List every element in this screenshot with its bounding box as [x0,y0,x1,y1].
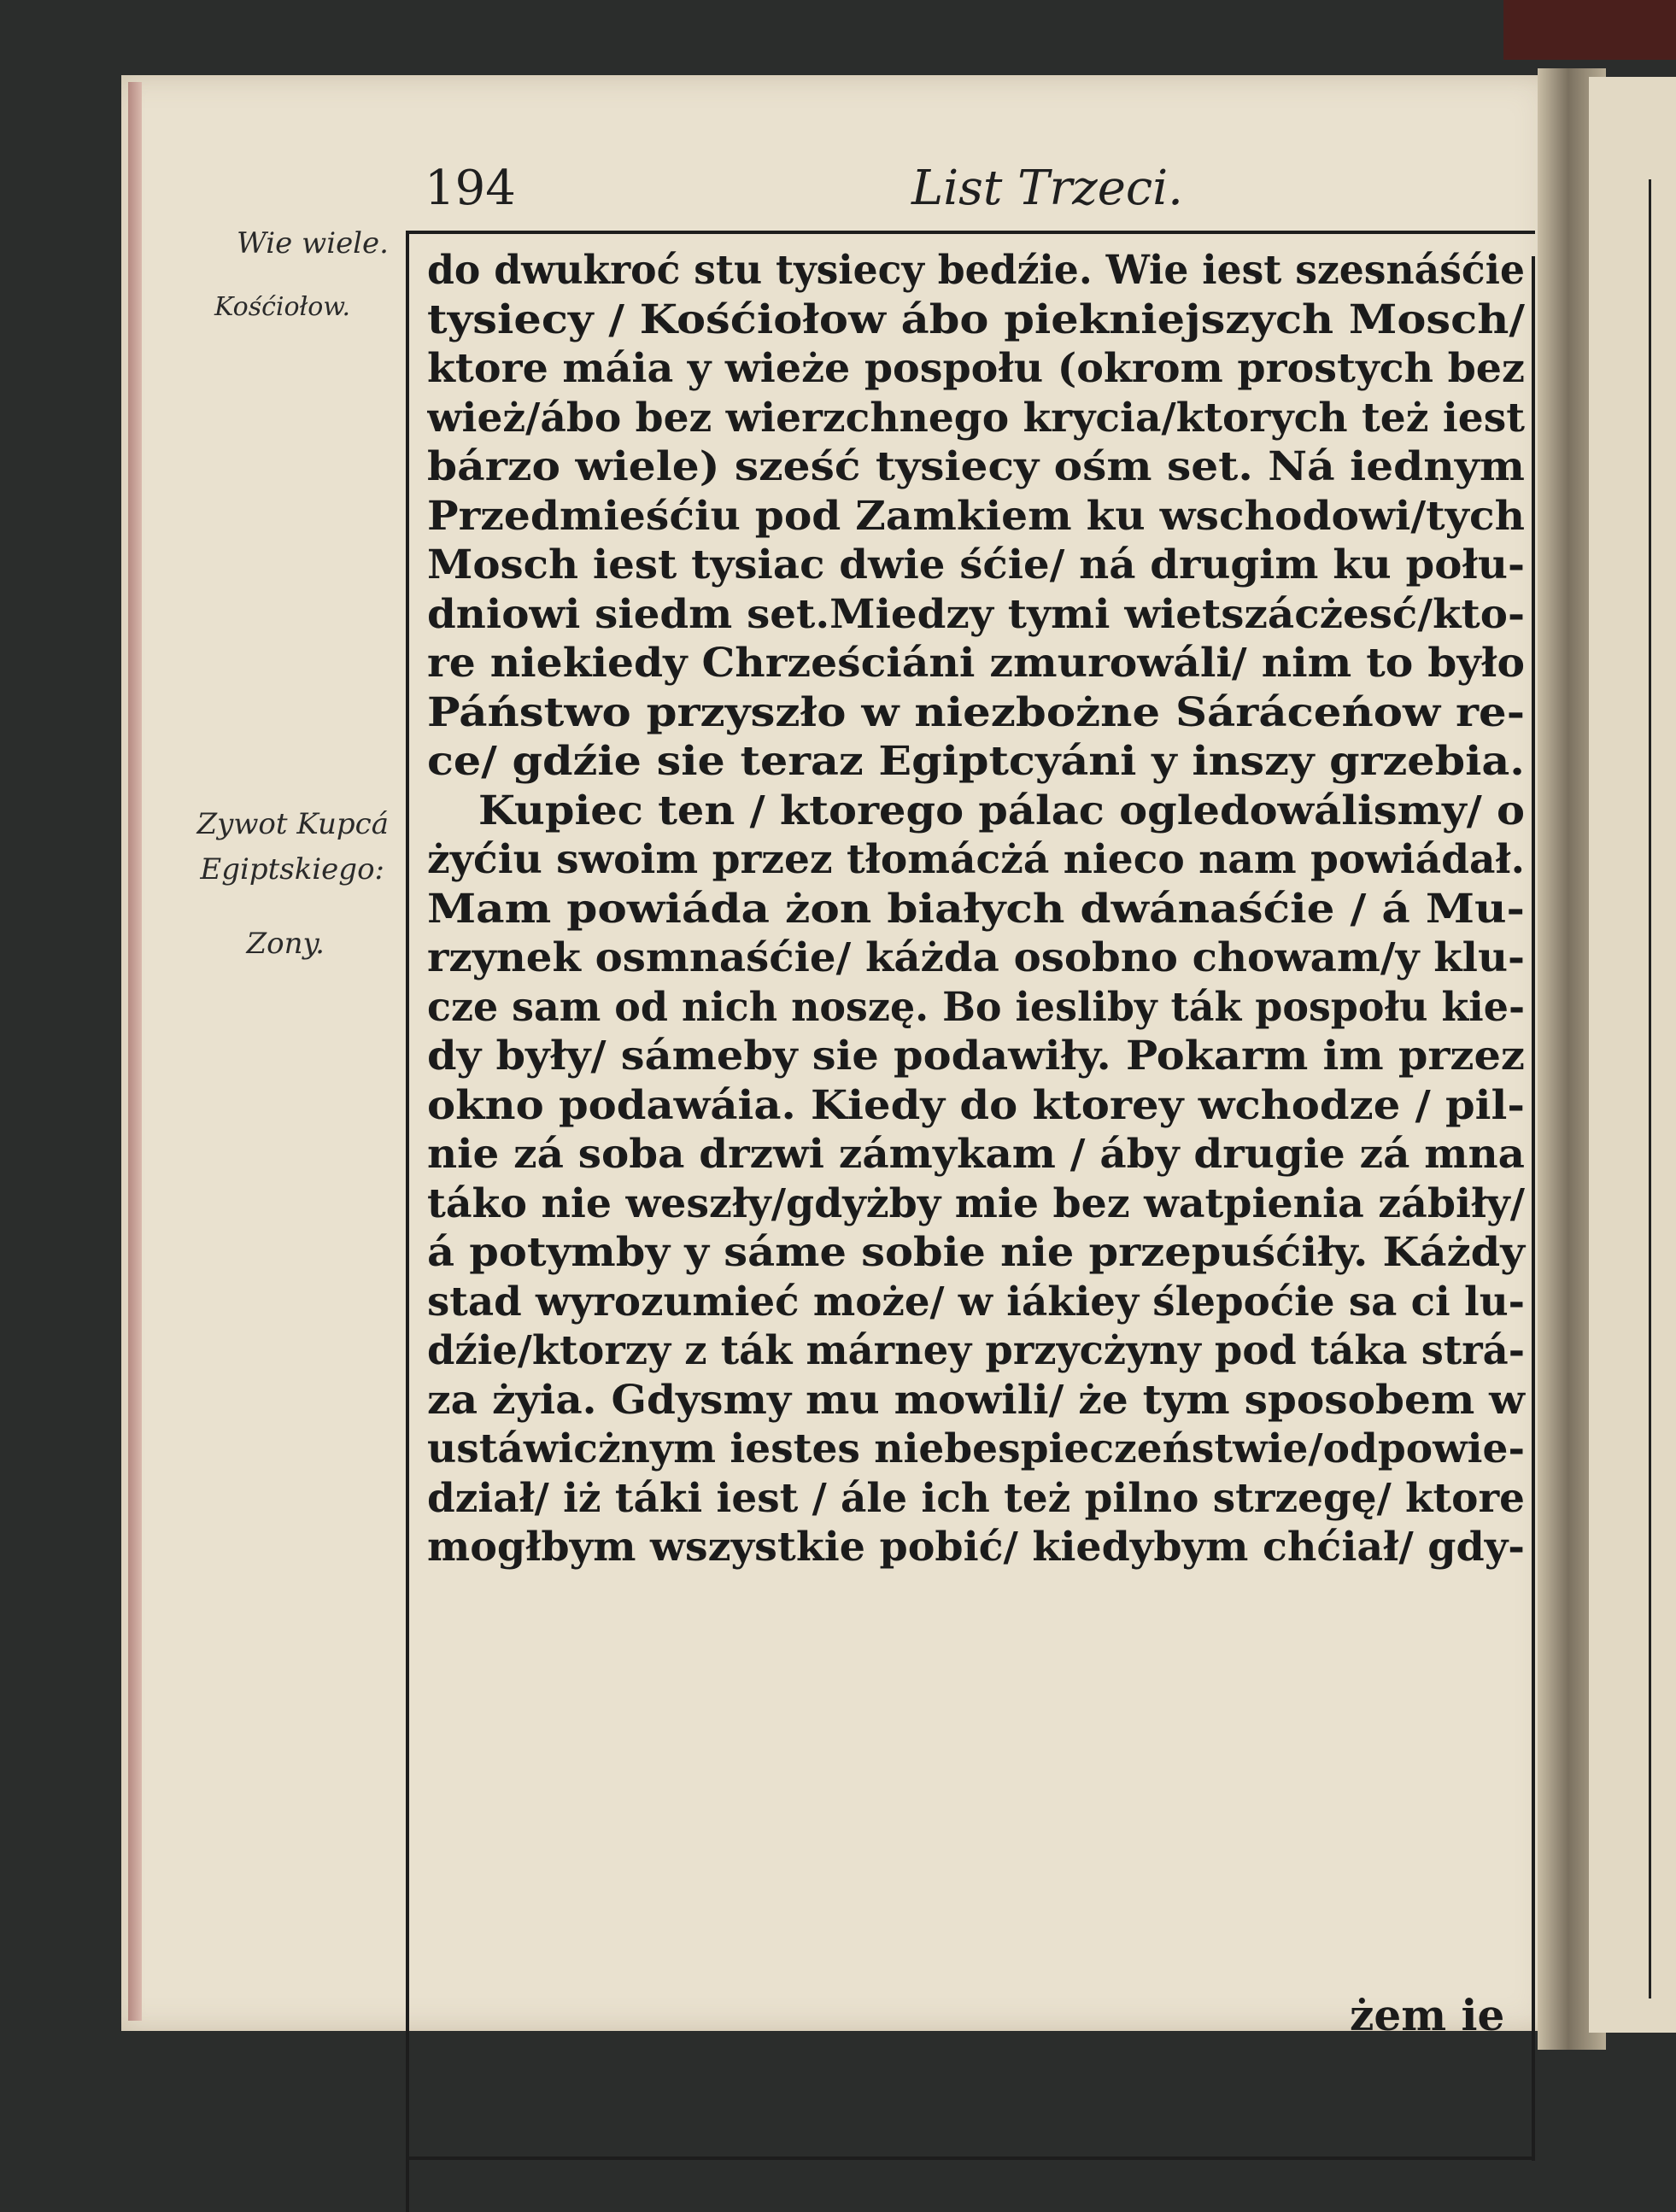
text-line: tysiecy / Kośćiołow ábo piekniejszych Mosch/ [427,296,1525,343]
frame-rule-bottom [406,2156,1535,2160]
text-line: ktore máia y wieże pospołu (okrom prostych bez [427,345,1525,392]
margin-note: Egiptskiego: [200,852,384,887]
frame-rule-right [1532,256,1535,2161]
frame-rule-top [406,231,1535,234]
text-line: táko nie weszły/gdyżby mie bez watpienia zábiły/ [427,1179,1525,1227]
text-line: re niekiedy Chrześciáni zmurowáli/ nim to było [427,640,1525,687]
running-header [425,161,1535,229]
text-line: dy były/ sámeby sie podawiły. Pokarm im przez [427,1033,1525,1080]
text-line: stad wyrozumieć może/ w iákiey ślepoćie sa ci lu- [427,1278,1525,1325]
text-line: Kupiec ten / ktorego pálac ogledowálismy/ o [478,787,1525,834]
running-title: List Trzeci. [911,161,1183,216]
text-line: dźie/ktorzy z ták márney przycżyny pod táka strá- [427,1327,1525,1374]
margin-note: Wie wiele. [236,226,389,260]
margin-note: Zywot Kupcá [196,807,389,841]
text-line: bárzo wiele) sześć tysiecy ośm set. Ná iednym [427,443,1525,490]
frame-rule-left [406,231,409,2212]
text-line: Páństwo przyszło w niezbożne Sáráceńow re- [427,688,1525,736]
catchword: żem ie [1350,1990,1505,2040]
text-line: cze sam od nich noszę. Bo iesliby ták pospołu kie- [427,983,1525,1031]
margin-note: Zony. [246,927,325,961]
facing-page [1589,77,1676,2033]
margin-note: Kośćiołow. [214,292,350,322]
text-line: mogłbym wszystkie pobić/ kiedybym chćiał/ gdy- [427,1524,1525,1571]
page-fore-edge [128,82,142,2021]
facing-page-rule [1649,179,1651,1998]
book-edge-dark [1503,0,1676,60]
text-line: ce/ gdźie sie teraz Egiptcyáni y inszy grzebia. [427,738,1525,785]
text-line: do dwukroć stu tysiecy bedźie. Wie iest szesnáśćie [427,247,1525,294]
text-line: Mam powiáda żon białych dwánaśćie / á Mu- [427,885,1525,933]
text-line: okno podawáia. Kiedy do ktorey wchodze / pil- [427,1081,1525,1129]
text-line: za żyia. Gdysmy mu mowili/ że tym sposobem w [427,1376,1525,1424]
text-line: ustáwicżnym iestes niebespieczeństwie/odpowie- [427,1425,1525,1472]
text-line: Przedmieśćiu pod Zamkiem ku wschodowi/tych [427,492,1526,540]
text-line: wież/ábo bez wierzchnego krycia/ktorych też iest [427,394,1525,442]
page-number: 194 [425,161,516,216]
text-line: żyćiu swoim przez tłomácżá nieco nam powiádał. [427,836,1525,883]
body-text [427,246,1529,1572]
text-line: á potymby y sáme sobie nie przepuśćiły. Káżdy [427,1229,1525,1276]
text-line: dział/ iż táki iest / ále ich też pilno strzegę/ ktore [427,1474,1525,1522]
text-line: Mosch iest tysiac dwie śćie/ ná drugim ku połu- [427,541,1525,588]
text-line: nie zá soba drzwi zámykam / áby drugie zá mna [427,1131,1525,1178]
text-line: rzynek osmnaśćie/ káżda osobno chowam/y klu- [427,934,1525,981]
text-line: dniowi siedm set.Miedzy tymi wietszácżesć/kto- [427,590,1525,638]
